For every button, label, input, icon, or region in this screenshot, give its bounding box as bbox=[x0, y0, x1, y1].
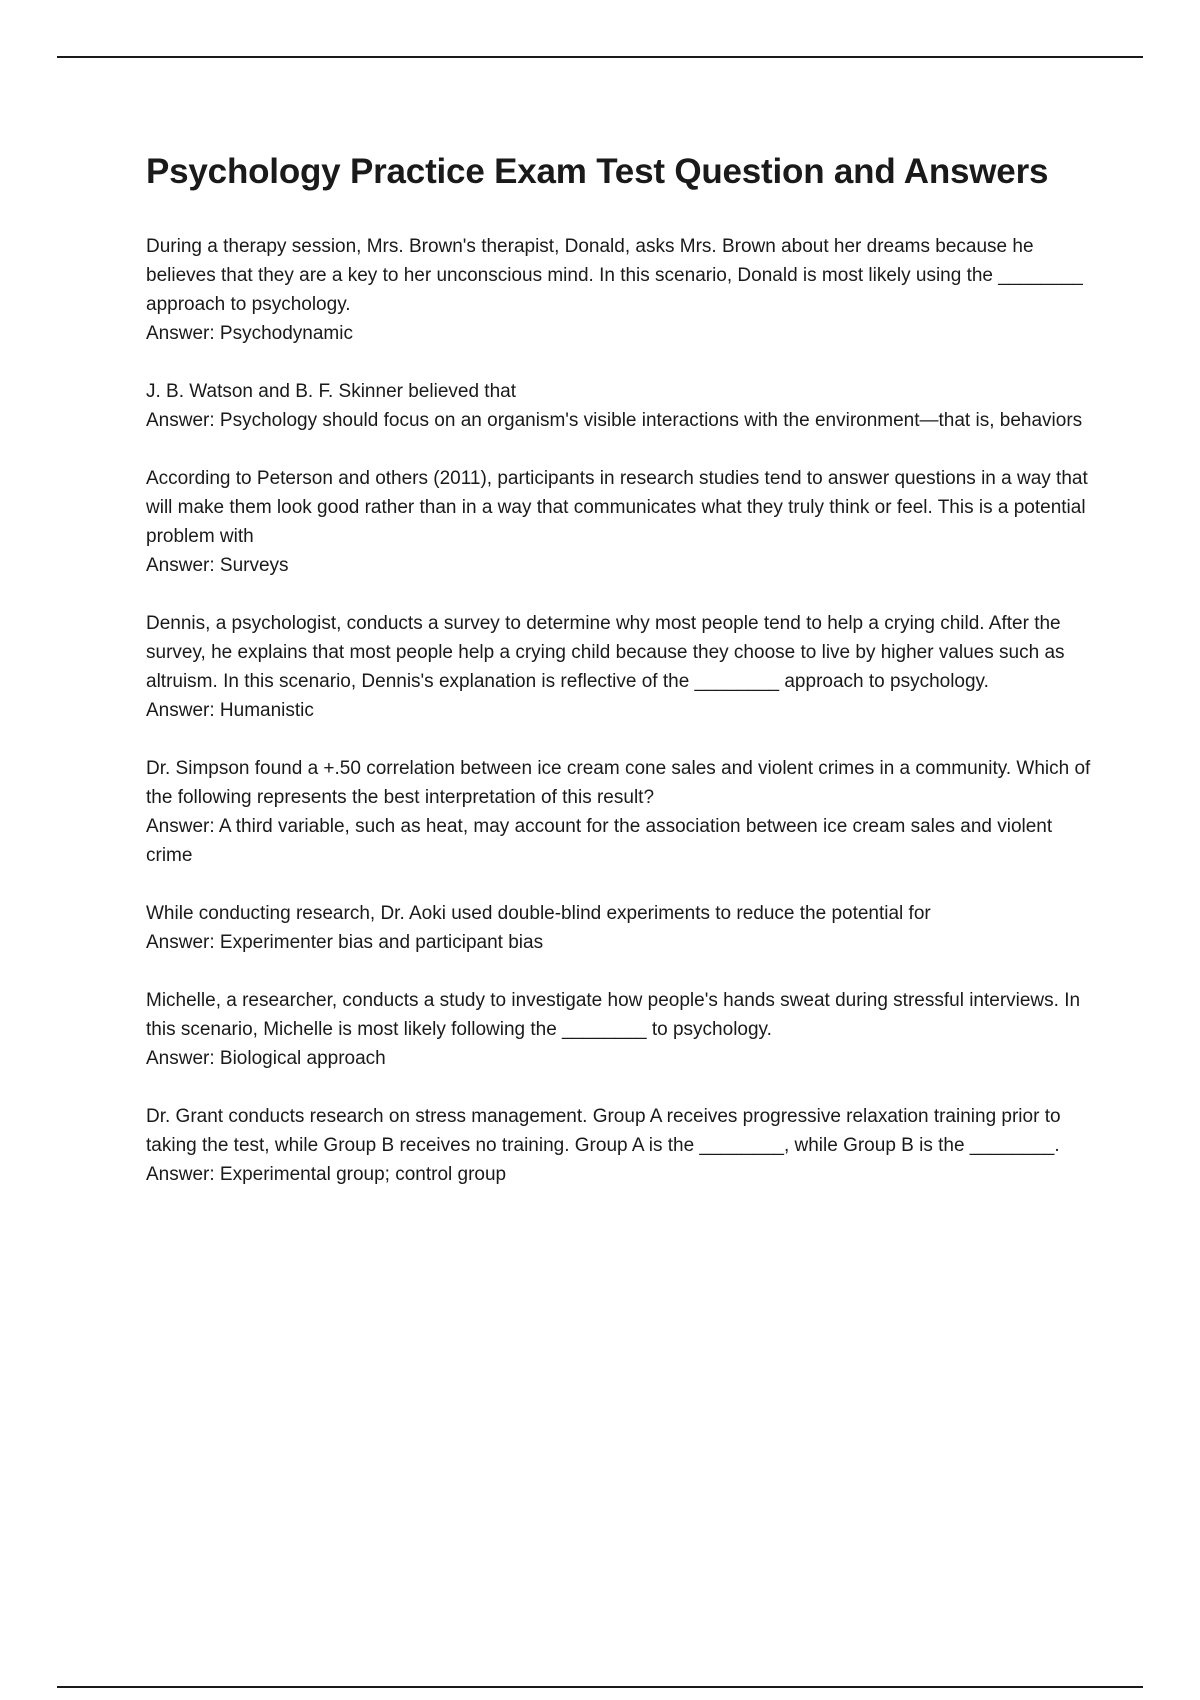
qa-item bbox=[146, 754, 1096, 870]
answer-text: Answer: Humanistic bbox=[146, 700, 314, 721]
question-text: During a therapy session, Mrs. Brown's therapist, Donald, asks Mrs. Brown about her dreams because he believes that they are a key to her unconscious mind. In this scenario, Donald is most likely using the ________ approach to psychology. bbox=[146, 236, 1083, 315]
footer-rule bbox=[57, 1686, 1143, 1688]
answer-text: Answer: Psychology should focus on an organism's visible interactions with the environment—that is, behaviors bbox=[146, 410, 1083, 431]
answer-text: Answer: Experimental group; control group bbox=[146, 1164, 507, 1185]
qa-item bbox=[146, 1102, 1096, 1189]
question-text: Dennis, a psychologist, conducts a survey to determine why most people tend to help a crying child. After the survey, he explains that most people help a crying child because they choose to live by higher values such as altruism. In this scenario, Dennis's explanation is reflective of the ________ approach to psychology. bbox=[146, 613, 1065, 692]
qa-item bbox=[146, 377, 1096, 435]
document-body bbox=[146, 148, 1096, 1218]
qa-item bbox=[146, 986, 1096, 1073]
header-rule bbox=[57, 56, 1143, 58]
question-text: Dr. Simpson found a +.50 correlation between ice cream cone sales and violent crimes in a community. Which of the following represents the best interpretation of this result? bbox=[146, 758, 1091, 808]
answer-text: Answer: Biological approach bbox=[146, 1048, 386, 1069]
answer-text: Answer: Experimenter bias and participant bias bbox=[146, 932, 544, 953]
page-title: Psychology Practice Exam Test Question and Answers bbox=[146, 152, 1049, 191]
question-text: J. B. Watson and B. F. Skinner believed that bbox=[146, 381, 516, 402]
qa-item bbox=[146, 899, 1096, 957]
question-text: According to Peterson and others (2011), participants in research studies tend to answer questions in a way that will make them look good rather than in a way that communicates what they truly think or feel. This is a potential problem with bbox=[146, 468, 1088, 547]
qa-item bbox=[146, 232, 1096, 348]
qa-item bbox=[146, 609, 1096, 725]
answer-text: Answer: Psychodynamic bbox=[146, 323, 353, 344]
question-text: Michelle, a researcher, conducts a study to investigate how people's hands sweat during stressful interviews. In this scenario, Michelle is most likely following the ________ to psychology. bbox=[146, 990, 1081, 1040]
answer-text: Answer: A third variable, such as heat, may account for the association between ice cream sales and violent crime bbox=[146, 816, 1053, 866]
answer-text: Answer: Surveys bbox=[146, 555, 289, 576]
question-text: Dr. Grant conducts research on stress management. Group A receives progressive relaxation training prior to taking the test, while Group B receives no training. Group A is the ________, while Group B is the ________. bbox=[146, 1106, 1061, 1156]
qa-item bbox=[146, 464, 1096, 580]
question-text: While conducting research, Dr. Aoki used double-blind experiments to reduce the potential for bbox=[146, 903, 931, 924]
